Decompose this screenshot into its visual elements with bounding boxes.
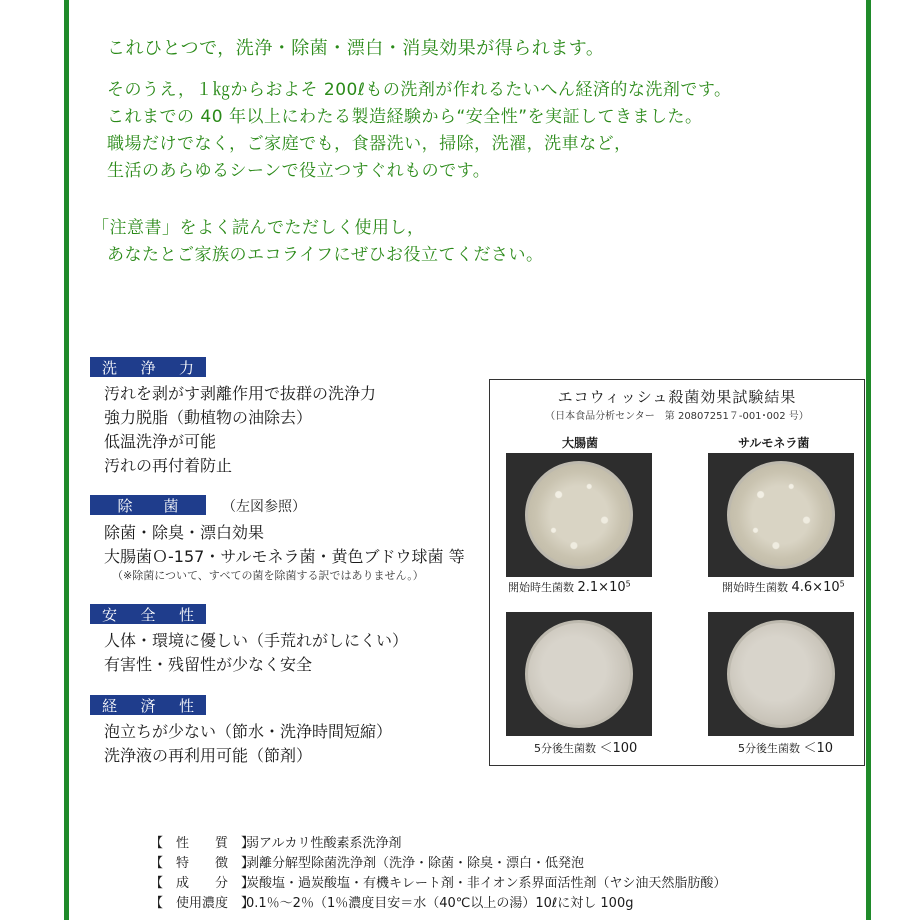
heading-char: 経	[102, 696, 118, 715]
count-value: ＜100	[599, 741, 638, 756]
spec-label: 【 使用濃度 】	[150, 896, 255, 911]
salmonella-after-count	[738, 737, 833, 756]
left-green-border	[64, 0, 69, 920]
count-exponent: 5	[625, 579, 631, 589]
spec-row	[150, 892, 633, 911]
count-value: ＜10	[803, 741, 834, 756]
sterilization-note: （※除菌について、すべての菌を除菌する訳ではありません。）	[112, 569, 424, 582]
intro-line-5: 生活のあらゆるシーンで役立つすぐれものです。	[107, 161, 491, 181]
intro-line-6: 「注意書」をよく読んでただしく使用し，	[92, 218, 425, 238]
spec-label: 【 性 質 】	[150, 836, 255, 851]
figure-subtitle: （日本食品分析センター 第 20807251７-001･002 号）	[545, 411, 809, 422]
count-value: 2.1×10	[577, 580, 626, 595]
ecoli-after-count	[534, 737, 637, 756]
safety-item: 有害性・残留性が少なく安全	[104, 655, 313, 674]
economy-item: 泡立ちが少ない（節水・洗浄時間短縮）	[104, 722, 393, 741]
salmonella-start-count	[722, 579, 845, 595]
spec-value: 炭酸塩・過炭酸塩・有機キレート剤・非イオン系界面活性剤（ヤシ油天然脂肪酸）	[246, 876, 727, 891]
petri-dish-icon	[727, 620, 835, 728]
petri-dish-icon	[525, 461, 633, 569]
cleaning-item: 汚れを剥がす剥離作用で抜群の洗浄力	[104, 384, 377, 403]
cleaning-item: 汚れの再付着防止	[104, 456, 233, 475]
section-heading-cleaning	[90, 357, 206, 377]
sterilization-test-figure	[489, 379, 865, 766]
ecoli-start-count	[508, 579, 631, 595]
count-value: 4.6×10	[791, 580, 840, 595]
spec-label: 【 成 分 】	[150, 876, 255, 891]
column-label-salmonella: サルモネラ菌	[738, 436, 810, 450]
heading-char: 力	[178, 358, 194, 377]
section-heading-economy	[90, 695, 206, 715]
spec-row	[150, 872, 726, 891]
spec-value: 剥離分解型除菌洗浄剤（洗浄・除菌・除臭・漂白・低発泡	[246, 856, 585, 871]
heading-char: 洗	[102, 358, 118, 377]
heading-char: 除	[117, 496, 133, 515]
petri-dish-icon	[525, 620, 633, 728]
sterilization-aside: （左図参照）	[222, 499, 306, 515]
spec-value: 0.1％～2％（1％濃度目安＝水（40℃以上の湯）10ℓに対し 100g	[246, 896, 634, 911]
cleaning-item: 低温洗浄が可能	[104, 432, 217, 451]
right-green-border	[866, 0, 871, 920]
section-heading-sterilization	[90, 495, 206, 515]
column-label-ecoli: 大腸菌	[562, 436, 599, 450]
heading-char: 全	[140, 605, 156, 624]
spec-row	[150, 852, 584, 871]
heading-char: 性	[178, 605, 194, 624]
heading-char: 済	[140, 696, 156, 715]
sterilization-item: 除菌・除臭・漂白効果	[104, 523, 265, 542]
petri-dish-photo-salmonella-after	[708, 612, 854, 736]
spec-row	[150, 832, 401, 851]
spec-label: 【 特 徴 】	[150, 856, 255, 871]
heading-char: 菌	[163, 496, 179, 515]
count-label: 5分後生菌数	[738, 742, 800, 755]
figure-title: エコウィッシュ殺菌効果試験結果	[557, 388, 797, 406]
heading-char: 性	[178, 696, 194, 715]
safety-item: 人体・環境に優しい（手荒れがしにくい）	[104, 631, 409, 650]
heading-char: 安	[102, 605, 118, 624]
intro-line-7: あなたとご家族のエコライフにぜひお役立てください。	[107, 245, 544, 265]
petri-dish-photo-salmonella-start	[708, 453, 854, 577]
count-label: 開始時生菌数	[508, 581, 574, 594]
petri-dish-icon	[727, 461, 835, 569]
section-heading-safety	[90, 604, 206, 624]
intro-line-1: これひとつで，洗浄・除菌・漂白・消臭効果が得られます。	[107, 38, 605, 59]
count-exponent: 5	[839, 579, 845, 589]
intro-line-3: これまでの 40 年以上にわたる製造経験から“安全性”を実証してきました。	[107, 107, 703, 127]
petri-dish-photo-ecoli-after	[506, 612, 652, 736]
sterilization-item: 大腸菌Ｏ-157・サルモネラ菌・黄色ブドウ球菌 等	[104, 547, 465, 566]
count-label: 開始時生菌数	[722, 581, 788, 594]
spec-value: 弱アルカリ性酸素系洗浄剤	[246, 836, 402, 851]
cleaning-item: 強力脱脂（動植物の油除去）	[104, 408, 313, 427]
economy-item: 洗浄液の再利用可能（節剤）	[104, 746, 313, 765]
intro-line-4: 職場だけでなく，ご家庭でも，食器洗い，掃除，洗濯，洗車など，	[107, 134, 632, 154]
petri-dish-photo-ecoli-start	[506, 453, 652, 577]
intro-line-2: そのうえ，１㎏からおよそ 200ℓもの洗剤が作れるたいへん経済的な洗剤です。	[107, 80, 732, 100]
heading-char: 浄	[140, 358, 156, 377]
count-label: 5分後生菌数	[534, 742, 596, 755]
